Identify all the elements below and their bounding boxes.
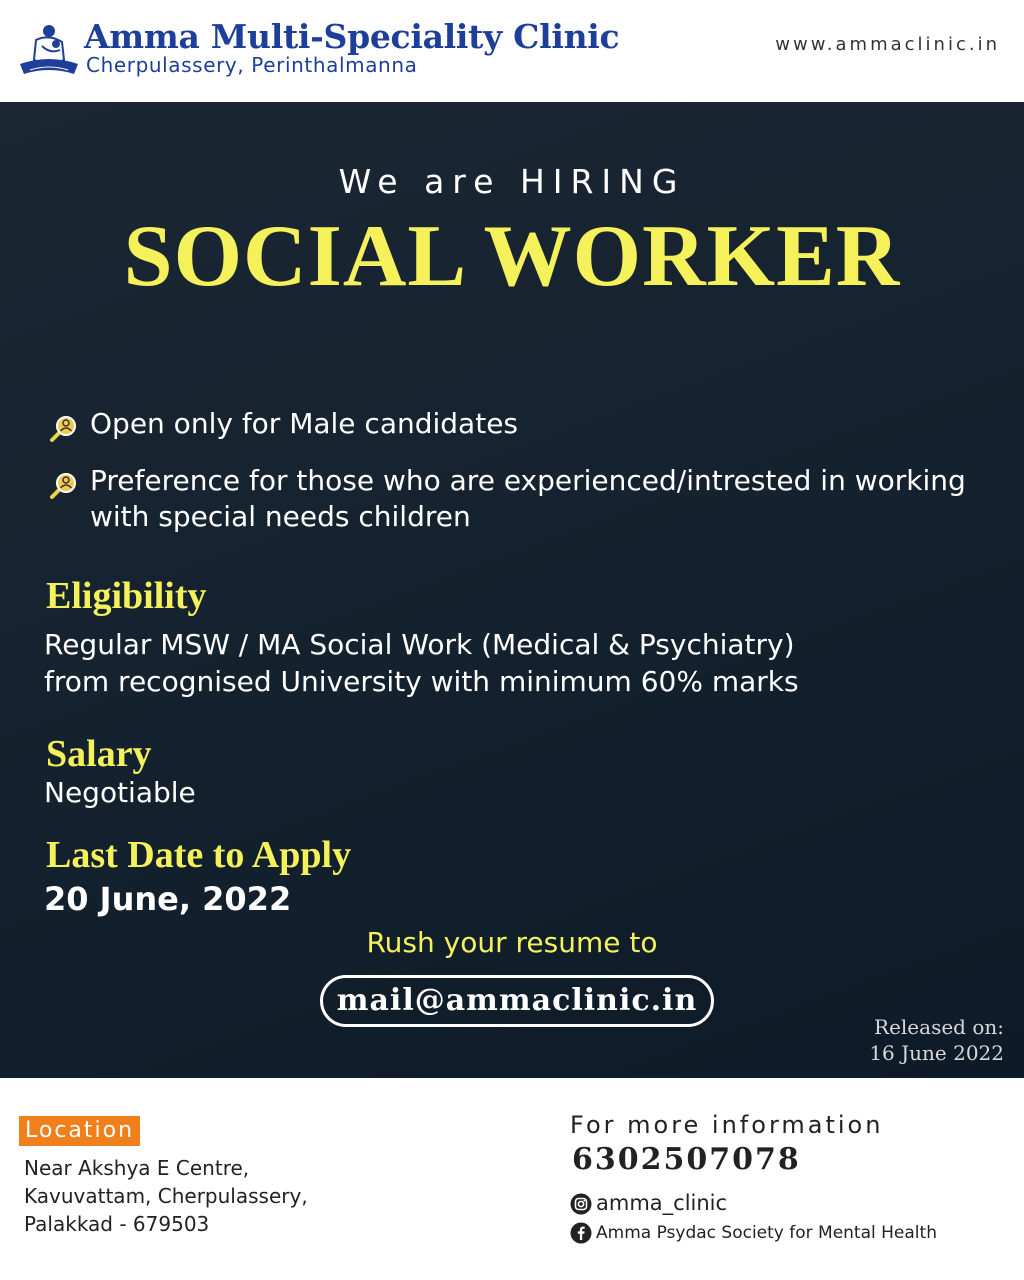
facebook-page[interactable] [570, 1220, 937, 1246]
clinic-location: Cherpulassery, Perinthalmanna [86, 53, 418, 77]
instagram-handle[interactable] [570, 1190, 727, 1216]
address [24, 1154, 308, 1238]
address-line-3: Palakkad - 679503 [24, 1212, 210, 1236]
website-link[interactable]: www.ammaclinic.in [775, 34, 1000, 55]
search-person-icon [48, 412, 80, 444]
job-poster [0, 102, 1024, 1078]
eligibility-heading: Eligibility [46, 575, 207, 617]
last-date-value: 20 June, 2022 [44, 880, 292, 918]
salary-heading: Salary [46, 733, 152, 775]
mother-child-logo-icon [16, 20, 82, 82]
salary-value: Negotiable [44, 776, 196, 809]
instagram-text: amma_clinic [596, 1191, 728, 1215]
released-label: Released on: [874, 1015, 1004, 1039]
more-info-label: For more information [570, 1111, 884, 1139]
location-badge: Location [19, 1116, 140, 1146]
header [0, 0, 1024, 102]
clinic-name: Amma Multi-Speciality Clinic [84, 17, 620, 56]
facebook-icon [570, 1222, 592, 1244]
hiring-heading: We are HIRING [338, 162, 686, 201]
release-info [869, 1014, 1004, 1066]
eligibility-line-2: from recognised University with minimum 60% marks [44, 665, 799, 698]
search-person-icon [48, 469, 80, 501]
footer [0, 1078, 1024, 1280]
released-date: 16 June 2022 [869, 1041, 1004, 1065]
facebook-text: Amma Psydac Society for Mental Health [596, 1223, 937, 1243]
address-line-1: Near Akshya E Centre, [24, 1156, 250, 1180]
address-line-2: Kavuvattam, Cherpulassery, [24, 1184, 308, 1208]
bullet-text: Open only for Male candidates [90, 407, 519, 440]
instagram-icon [570, 1193, 592, 1215]
email-link[interactable]: mail@ammaclinic.in [320, 975, 714, 1027]
phone-number[interactable]: 6302507078 [572, 1142, 801, 1177]
eligibility-line-1: Regular MSW / MA Social Work (Medical & Psychiatry) [44, 628, 795, 661]
bullet-text: Preference for those who are experienced/intrested in working with special needs children [90, 464, 966, 533]
last-date-heading: Last Date to Apply [46, 834, 352, 876]
rush-resume-text: Rush your resume to [366, 926, 658, 959]
job-title: SOCIAL WORKER [123, 208, 901, 305]
